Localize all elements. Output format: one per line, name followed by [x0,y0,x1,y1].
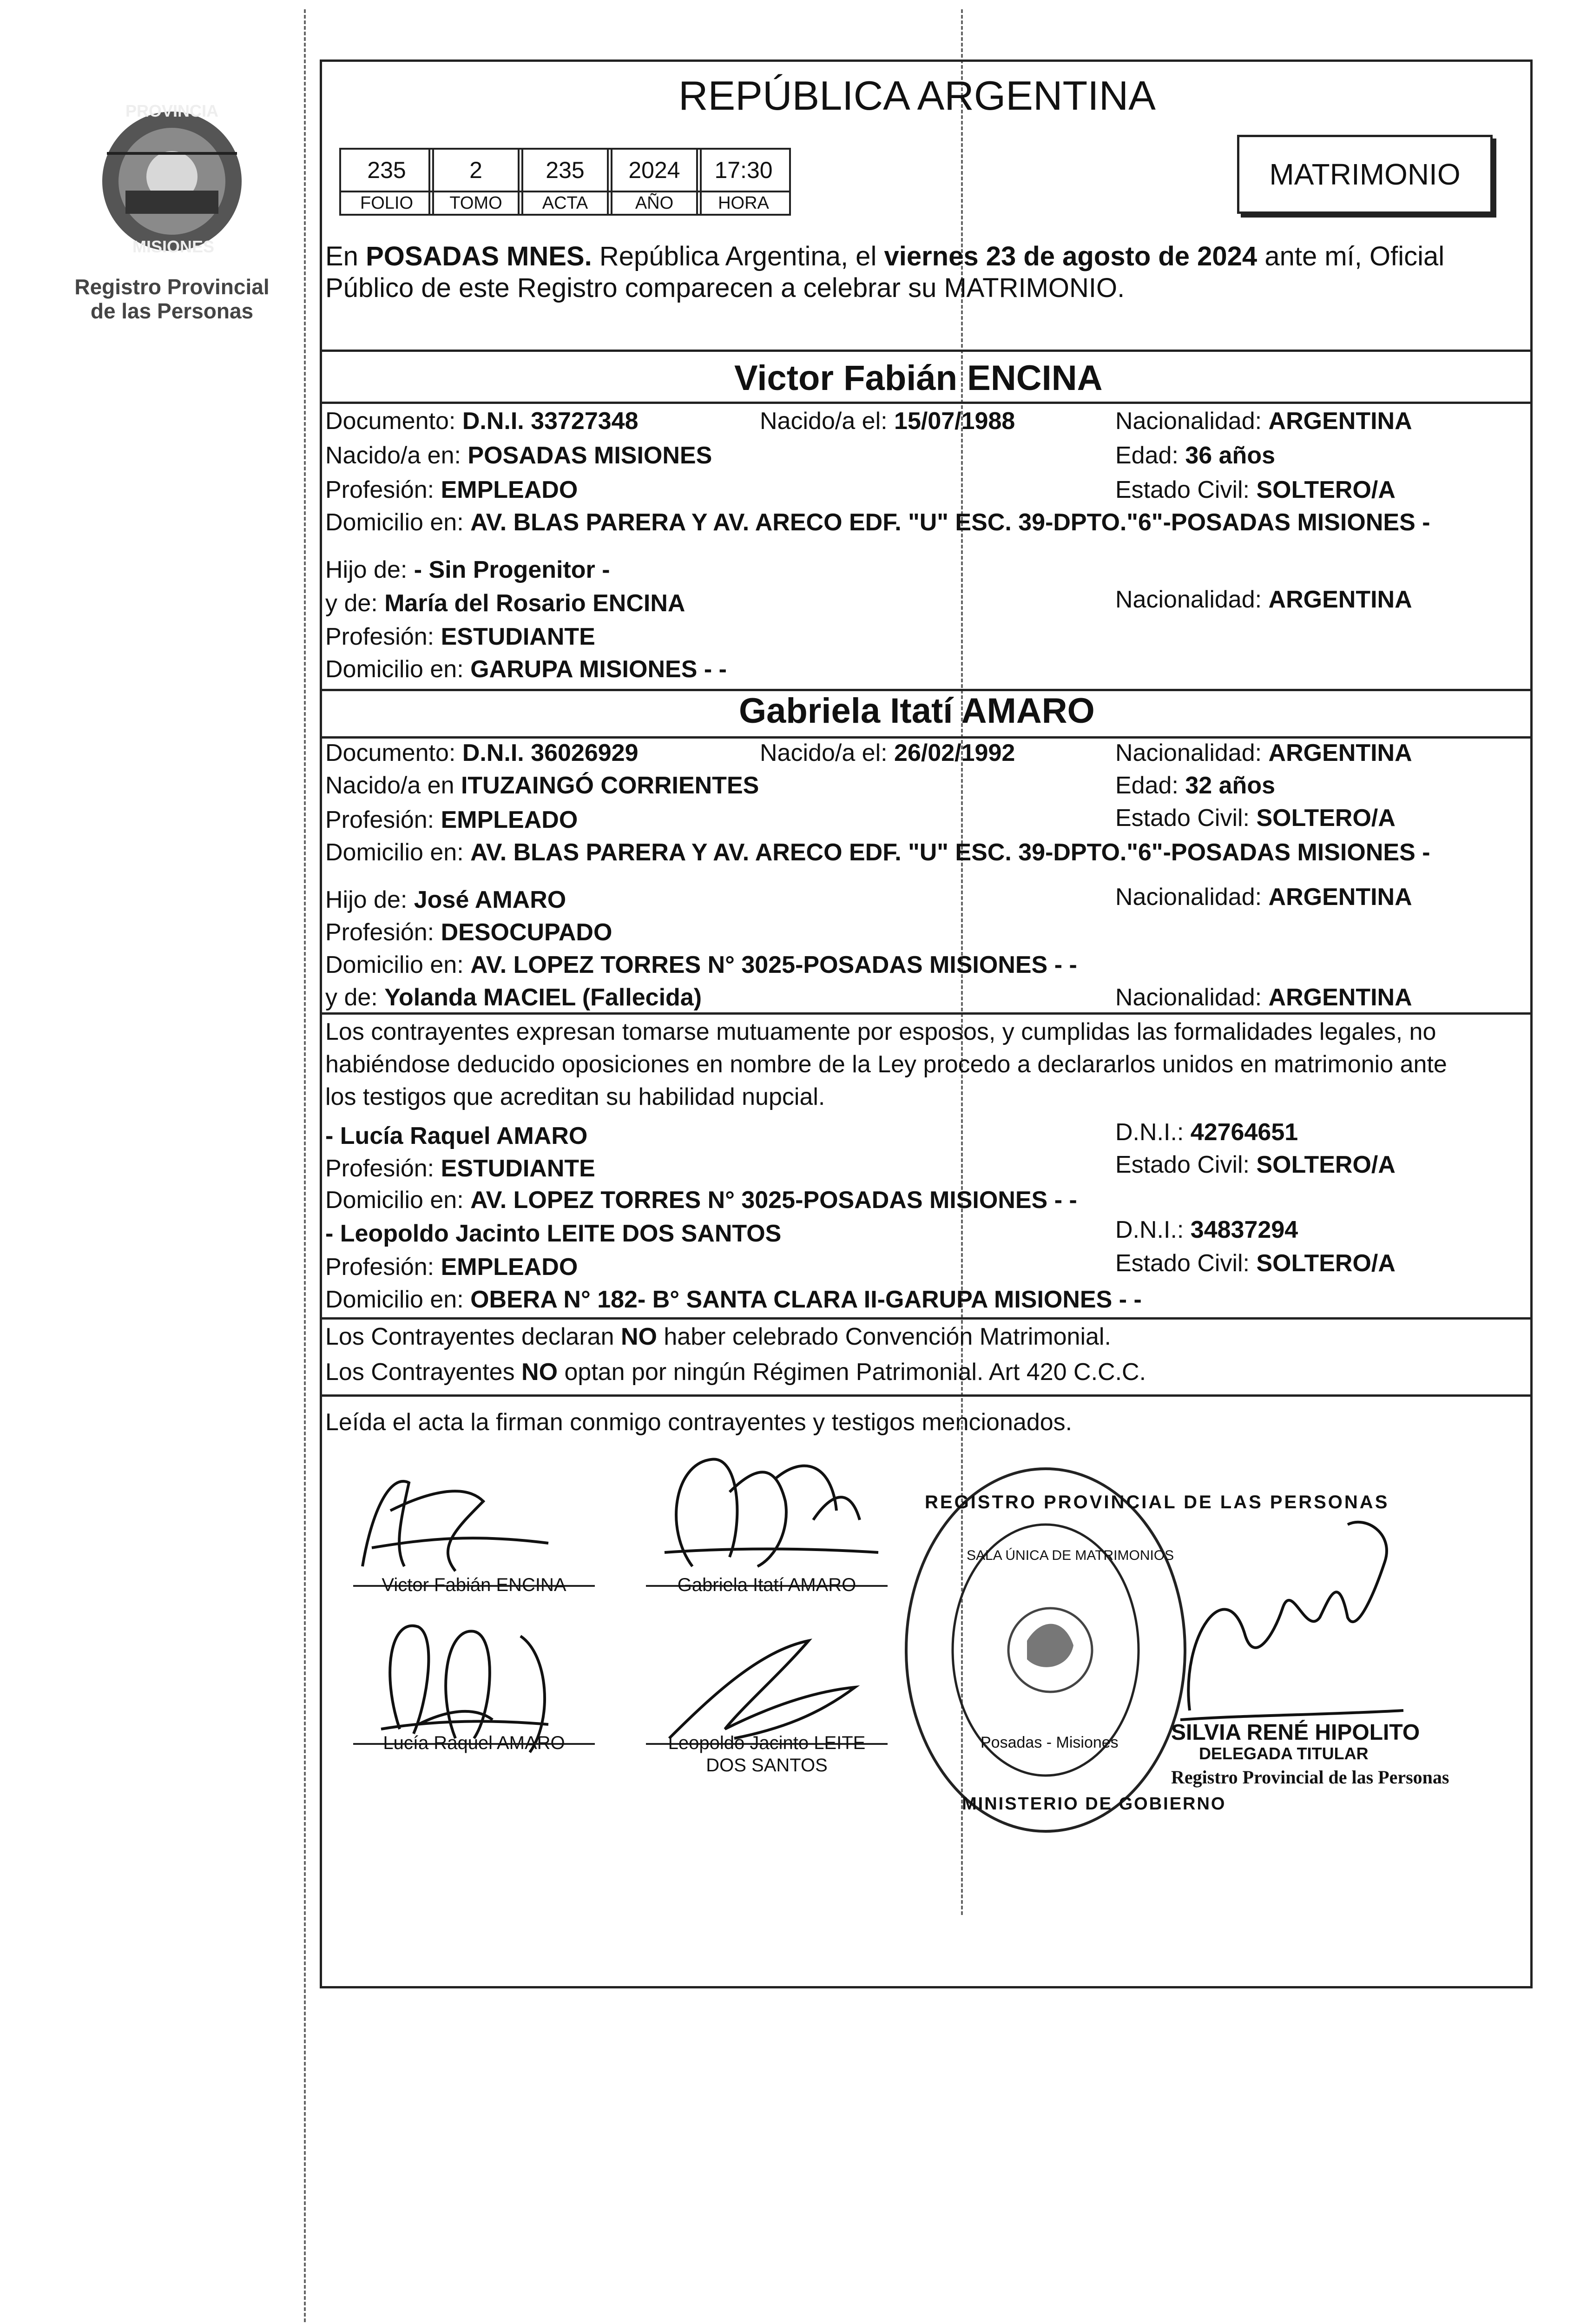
groom-birthdate: Nacido/a el: 15/07/1988 [760,408,1015,435]
bride-address: Domicilio en: AV. BLAS PARERA Y AV. ARECO EDF. "U" ESC. 39-DPTO."6"-POSADAS MISIONES - [325,839,1430,866]
signature-caption-gabriela: Gabriela Itatí AMARO [677,1575,856,1595]
groom-civil-status: Estado Civil: SOLTERO/A [1115,476,1396,503]
bride-birthdate: Nacido/a el: 26/02/1992 [760,739,1015,766]
logo-caption-line1: Registro Provincial [74,275,270,299]
stamp-bottom-text: MINISTERIO DE GOBIERNO [962,1794,1226,1814]
acta-value: 235 [518,148,612,192]
witness-2-address: Domicilio en: OBERA N° 182- B° SANTA CLARA II-GARUPA MISIONES - - [325,1286,1142,1313]
convention-line-2: Los Contrayentes NO optan por ningún Régimen Patrimonial. Art 420 C.C.C. [325,1359,1146,1386]
bride-father-nationality: Nacionalidad: ARGENTINA [1115,884,1412,911]
stamp-outer-text: REGISTRO PROVINCIAL DE LAS PERSONAS [925,1492,1389,1512]
anio-label: AÑO [607,191,702,216]
bride-civil-status: Estado Civil: SOLTERO/A [1115,805,1396,832]
document-title: REPÚBLICA ARGENTINA [678,73,1156,119]
groom-mother-address: Domicilio en: GARUPA MISIONES - - [325,656,727,683]
groom-address: Domicilio en: AV. BLAS PARERA Y AV. ARECO EDF. "U" ESC. 39-DPTO."6"-POSADAS MISIONES - [325,509,1430,536]
bride-document: Documento: D.N.I. 36026929 [325,739,639,766]
groom-mother-nationality: Nacionalidad: ARGENTINA [1115,586,1412,613]
divider-7 [320,1394,1533,1397]
bride-profession: Profesión: EMPLEADO [325,806,578,833]
bride-father-address: Domicilio en: AV. LOPEZ TORRES N° 3025-POSADAS MISIONES - - [325,951,1077,978]
witness-2-dni: D.N.I.: 34837294 [1115,1216,1298,1243]
bride-father: Hijo de: José AMARO [325,886,566,913]
signature-official [1152,1497,1413,1738]
intro-line-2: Público de este Registro comparecen a celebrar su MATRIMONIO. [325,273,1125,303]
signatures-intro: Leída el acta la firman conmigo contrayentes y testigos mencionados. [325,1409,1073,1436]
witness-2-name: - Leopoldo Jacinto LEITE DOS SANTOS [325,1220,782,1247]
hora-value: 17:30 [696,148,791,192]
bride-birthplace: Nacido/a en ITUZAINGÓ CORRIENTES [325,772,759,799]
official-title: DELEGADA TITULAR [1199,1744,1369,1763]
signature-caption-victor: Victor Fabián ENCINA [382,1575,566,1595]
tomo-label: TOMO [428,191,523,216]
bride-age: Edad: 32 años [1115,772,1275,799]
bride-name: Gabriela Itatí AMARO [739,691,1095,731]
intro-line-1: En POSADAS MNES. República Argentina, el viernes 23 de agosto de 2024 ante mí, Oficial [325,241,1445,271]
official-stamp [902,1464,1190,1836]
margin-guide-left [304,9,306,2324]
bride-mother: y de: Yolanda MACIEL (Fallecida) [325,984,702,1011]
divider-5 [320,1012,1533,1015]
signature-gabriela [637,1436,897,1585]
tomo-value: 2 [428,148,523,192]
groom-mother: y de: María del Rosario ENCINA [325,590,685,617]
groom-father: Hijo de: - Sin Progenitor - [325,556,610,583]
folio-label: FOLIO [339,191,434,216]
declaration-line-2: habiéndose deducido oposiciones en nombre de la Ley procedo a declararlos unidos en matrimonio ante [325,1051,1447,1078]
anio-value: 2024 [607,148,702,192]
bride-father-profession: Profesión: DESOCUPADO [325,919,612,946]
logo-seal-text-bottom: MISIONES [132,237,215,256]
logo-caption-line2: de las Personas [90,299,254,323]
stamp-inner-text: SALA ÚNICA DE MATRIMONIOS [967,1548,1174,1563]
signature-caption-leopoldo-1: Leopoldo Jacinto LEITE [668,1733,866,1753]
groom-name: Victor Fabián ENCINA [734,358,1103,398]
witness-2-civil-status: Estado Civil: SOLTERO/A [1115,1250,1396,1277]
divider-4 [320,736,1533,739]
groom-age: Edad: 36 años [1115,442,1275,469]
logo-seal-text-top: PROVINCIA [125,101,219,120]
bride-nationality: Nacionalidad: ARGENTINA [1115,739,1412,766]
groom-nationality: Nacionalidad: ARGENTINA [1115,408,1412,435]
groom-document: Documento: D.N.I. 33727348 [325,408,639,435]
witness-1-address: Domicilio en: AV. LOPEZ TORRES N° 3025-POSADAS MISIONES - - [325,1187,1077,1214]
acta-label: ACTA [518,191,612,216]
groom-birthplace: Nacido/a en: POSADAS MISIONES [325,442,712,469]
witness-1-name: - Lucía Raquel AMARO [325,1122,588,1149]
groom-mother-profession: Profesión: ESTUDIANTE [325,623,595,650]
witness-1-profession: Profesión: ESTUDIANTE [325,1155,595,1182]
folio-value: 235 [339,148,434,192]
bride-mother-nationality: Nacionalidad: ARGENTINA [1115,984,1412,1011]
witness-1-civil-status: Estado Civil: SOLTERO/A [1115,1151,1396,1178]
divider-6 [320,1317,1533,1320]
stamp-city-text: Posadas - Misiones [981,1734,1119,1751]
hora-label: HORA [696,191,791,216]
official-name: SILVIA RENÉ HIPOLITO [1171,1720,1420,1745]
signature-caption-lucia: Lucía Raquel AMARO [383,1733,565,1753]
signature-caption-leopoldo-2: DOS SANTOS [706,1755,828,1776]
official-org: Registro Provincial de las Personas [1171,1767,1449,1788]
declaration-line-1: Los contrayentes expresan tomarse mutuamente por esposos, y cumplidas las formalidades legales, no [325,1018,1436,1045]
signature-victor [335,1455,595,1585]
convention-line-1: Los Contrayentes declaran NO haber celebrado Convención Matrimonial. [325,1323,1111,1350]
groom-profession: Profesión: EMPLEADO [325,476,578,503]
doc-type-label: MATRIMONIO [1269,158,1461,191]
divider-1 [320,350,1533,352]
declaration-line-3: los testigos que acreditan su habilidad nupcial. [325,1083,825,1110]
witness-1-dni: D.N.I.: 42764651 [1115,1119,1298,1146]
doc-type-box [1237,135,1493,214]
divider-2 [320,402,1533,404]
witness-2-profession: Profesión: EMPLEADO [325,1254,578,1281]
